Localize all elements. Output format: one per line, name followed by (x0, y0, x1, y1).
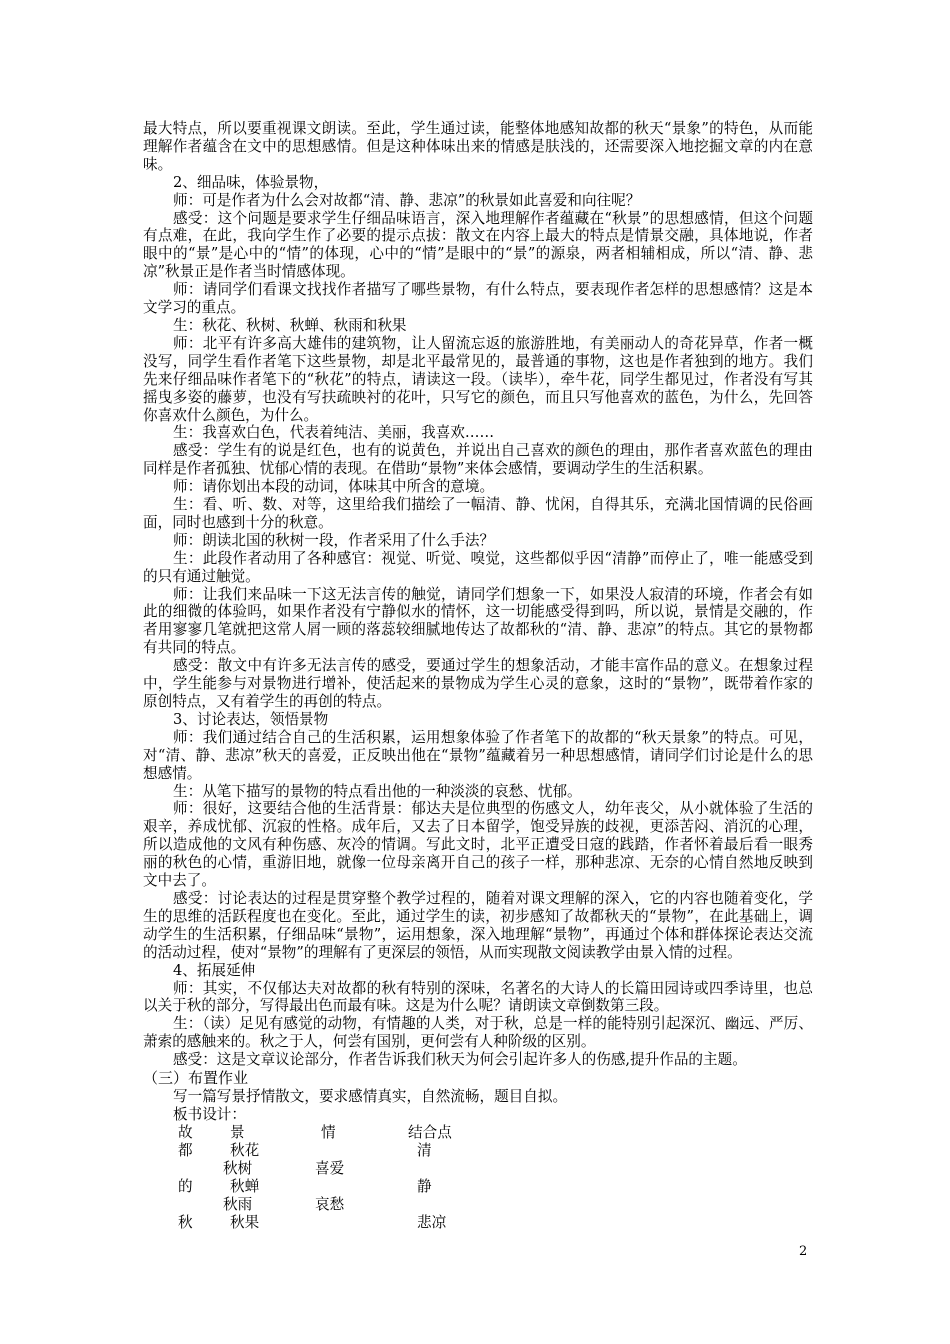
board-key: 静 (417, 1177, 432, 1195)
document-body (143, 120, 813, 1234)
board-left-char: 的 (178, 1177, 193, 1195)
board-header-gu: 故 (178, 1123, 193, 1141)
board-scene: 秋树 (223, 1159, 253, 1177)
paragraph: 生：看、听、数、对等，这里给我们描绘了一幅清、静、忧闲，自得其乐，充满北国情调的民俗画面，同时也感到十分的秋意。 (143, 496, 813, 531)
paragraph: 感受：这是文章议论部分，作者告诉我们秋天为何会引起许多人的伤感,提升作品的主题。 (173, 1051, 747, 1069)
section-heading: （三）布置作业 (143, 1069, 249, 1088)
paragraph: 生：此段作者动用了各种感官：视觉、听觉、嗅觉，这些都似乎因“清静”而停止了，唯一能感受到的只有通过触觉。 (143, 549, 813, 585)
paragraph: 师：我们通过结合自己的生活积累，运用想象体验了作者笔下的故都的“秋天景象”的特点。可见，对“清、静、悲凉”秋天的喜爱，正反映出他在“景物”蕴藏着另一种思想感情，请同学们讨论是什么的思想感情。 (143, 728, 813, 782)
board-left-char: 都 (178, 1141, 193, 1159)
board-design (143, 1124, 813, 1234)
paragraph: 生：（读）足见有感觉的动物，有情趣的人类，对于秋，总是一样的能特别引起深沉、幽远、严厉、萧索的感触来的。秋之于人，何尝有国别，更何尝有人种阶级的区别。 (143, 1015, 813, 1051)
board-header-jing: 景 (230, 1123, 245, 1141)
board-key: 清 (417, 1141, 432, 1159)
paragraph: 生：我喜欢白色，代表着纯洁、美丽，我喜欢…… (173, 424, 495, 442)
paragraph: 师：朗读北国的秋树一段，作者采用了什么手法？ (173, 531, 495, 549)
paragraph: 师：北平有许多高大雄伟的建筑物，让人留流忘返的旅游胜地，有美丽动人的奇花异草，作者一概没写，同学生看作者笔下这些景物，却是北平最常见的，最普通的事物，这也是作者独到的地方。我们先来仔细品味作者笔下的“秋花”的特点，请读这一段。（读毕），牵牛花，同学生都见过，作者没有写其摇曳多姿的藤萝，也没有写扶疏映衬的花叶，只写它的颜色，而且只写他喜欢的蓝色，为什么，先回答你喜欢什么颜色，为什么。 (143, 334, 813, 424)
board-left-char: 秋 (178, 1213, 193, 1231)
subheading: 3、讨论表达，领悟景物 (173, 710, 329, 728)
board-title: 板书设计： (173, 1105, 246, 1123)
paragraph: 师：可是作者为什么会对故都“清、静、悲凉”的秋景如此喜爱和向往呢？ (173, 191, 641, 209)
board-header-point: 结合点 (408, 1123, 452, 1141)
paragraph: 感受：散文中有许多无法言传的感受，要通过学生的想象活动，才能丰富作品的意义。在想象过程中，学生能参与对景物进行增补，使活起来的景物成为学生心灵的意象，这时的“景物”，既带着作家的原创特点，又有着学生的再创的特点。 (143, 657, 813, 710)
paragraph: 感受：讨论表达的过程是贯穿整个教学过程的，随着对课文理解的深入，它的内容也随着变化，学生的思维的活跃程度也在变化。至此，通过学生的读，初步感知了故都秋天的“景物”，在此基础上，调动学生的生活积累，仔细品味“景物”，运用想象，深入地理解“景物”，再通过个体和群体探论表达交流的活动过程，使对“景物”的理解有了更深层的领悟，从而实现散文阅读教学由景入情的过程。 (143, 889, 813, 961)
subheading: 4、拓展延伸 (173, 961, 256, 979)
paragraph: 生：从笔下描写的景物的特点看出他的一种淡淡的哀愁、忧郁。 (173, 782, 582, 800)
paragraph: 最大特点，所以要重视课文朗读。至此，学生通过读，能整体地感知故都的秋天“景象”的特色，从而能理解作者蕴含在文中的思想感情。但是这种体味出来的情感是肤浅的，还需要深入地挖掘文章的内在意味。 (143, 120, 813, 173)
subheading: 2、细品味，体验景物， (173, 173, 329, 191)
paragraph: 感受：学生有的说是红色，也有的说黄色，并说出自己喜欢的颜色的理由，那作者喜欢蓝色的理由同样是作者孤独、忧郁心情的表现。在借助“景物”来体会感情，要调动学生的生活积累。 (143, 442, 813, 478)
board-scene: 秋果 (230, 1213, 260, 1231)
paragraph: 感受：这个问题是要求学生仔细品味语言，深入地理解作者蕴藏在“秋景”的思想感情，但这个问题有点难，在此，我向学生作了必要的提示点拔：散文在内容上最大的特点是情景交融，具体地说，作者眼中的“景”是心中的“情”的体现，心中的“情”是眼中的“景”的源泉，两者相辅相成，所以“清、静、悲凉”秋景正是作者当时情感体现。 (143, 209, 813, 281)
paragraph: 师：请你划出本段的动词，体味其中所含的意境。 (173, 478, 495, 496)
paragraph: 师：很好，这要结合他的生活背景：郁达夫是位典型的伤感文人，幼年丧父，从小就体验了生活的艰辛，养成忧郁、沉寂的性格。成年后，又去了日本留学，饱受异族的歧视，更添苦闷、消沉的心理，所以造成他的文风有种伤感、灰冷的情调。写此文时，北平正遭受日寇的践踏，作者怀着最后看一眼秀丽的秋色的心情，重游旧地，就像一位母亲离开自己的孩子一样，那种悲凉、无奈的心情自然地反映到文中去了。 (143, 800, 813, 890)
paragraph: 师：请同学们看课文找找作者描写了哪些景物，有什么特点，要表现作者怎样的思想感情？这是本文学习的重点。 (143, 281, 813, 317)
board-header-qing: 情 (321, 1123, 336, 1141)
page-number: 2 (799, 1244, 808, 1259)
board-key: 悲凉 (417, 1213, 447, 1231)
board-emotion: 喜爱 (315, 1159, 345, 1177)
paragraph: 师：让我们来品味一下这无法言传的触觉，请同学们想象一下，如果没人寂清的环境，作者会有如此的细微的体验吗，如果作者没有宁静似水的情怀，这一切能感受得到吗，所以说，景情是交融的，作者用寥寥几笔就把这常人屑一顾的落蕊较细腻地传达了故都秋的“清、静、悲凉”的特点。其它的景物都有共同的特点。 (143, 585, 813, 657)
paragraph: 生：秋花、秋树、秋蝉、秋雨和秋果 (173, 316, 407, 334)
homework-text: 写一篇写景抒情散文，要求感情真实，自然流畅，题目自拟。 (173, 1088, 568, 1106)
board-scene: 秋雨 (223, 1195, 253, 1213)
board-scene: 秋蝉 (230, 1177, 260, 1195)
paragraph: 师：其实，不仅郁达夫对故都的秋有特别的深味，名著名的大诗人的长篇田园诗或四季诗里，也总以关于秋的部分，写得最出色而最有味。这是为什么呢？请朗读文章倒数第三段。 (143, 979, 813, 1015)
board-scene: 秋花 (230, 1141, 260, 1159)
board-emotion: 哀愁 (315, 1195, 345, 1213)
